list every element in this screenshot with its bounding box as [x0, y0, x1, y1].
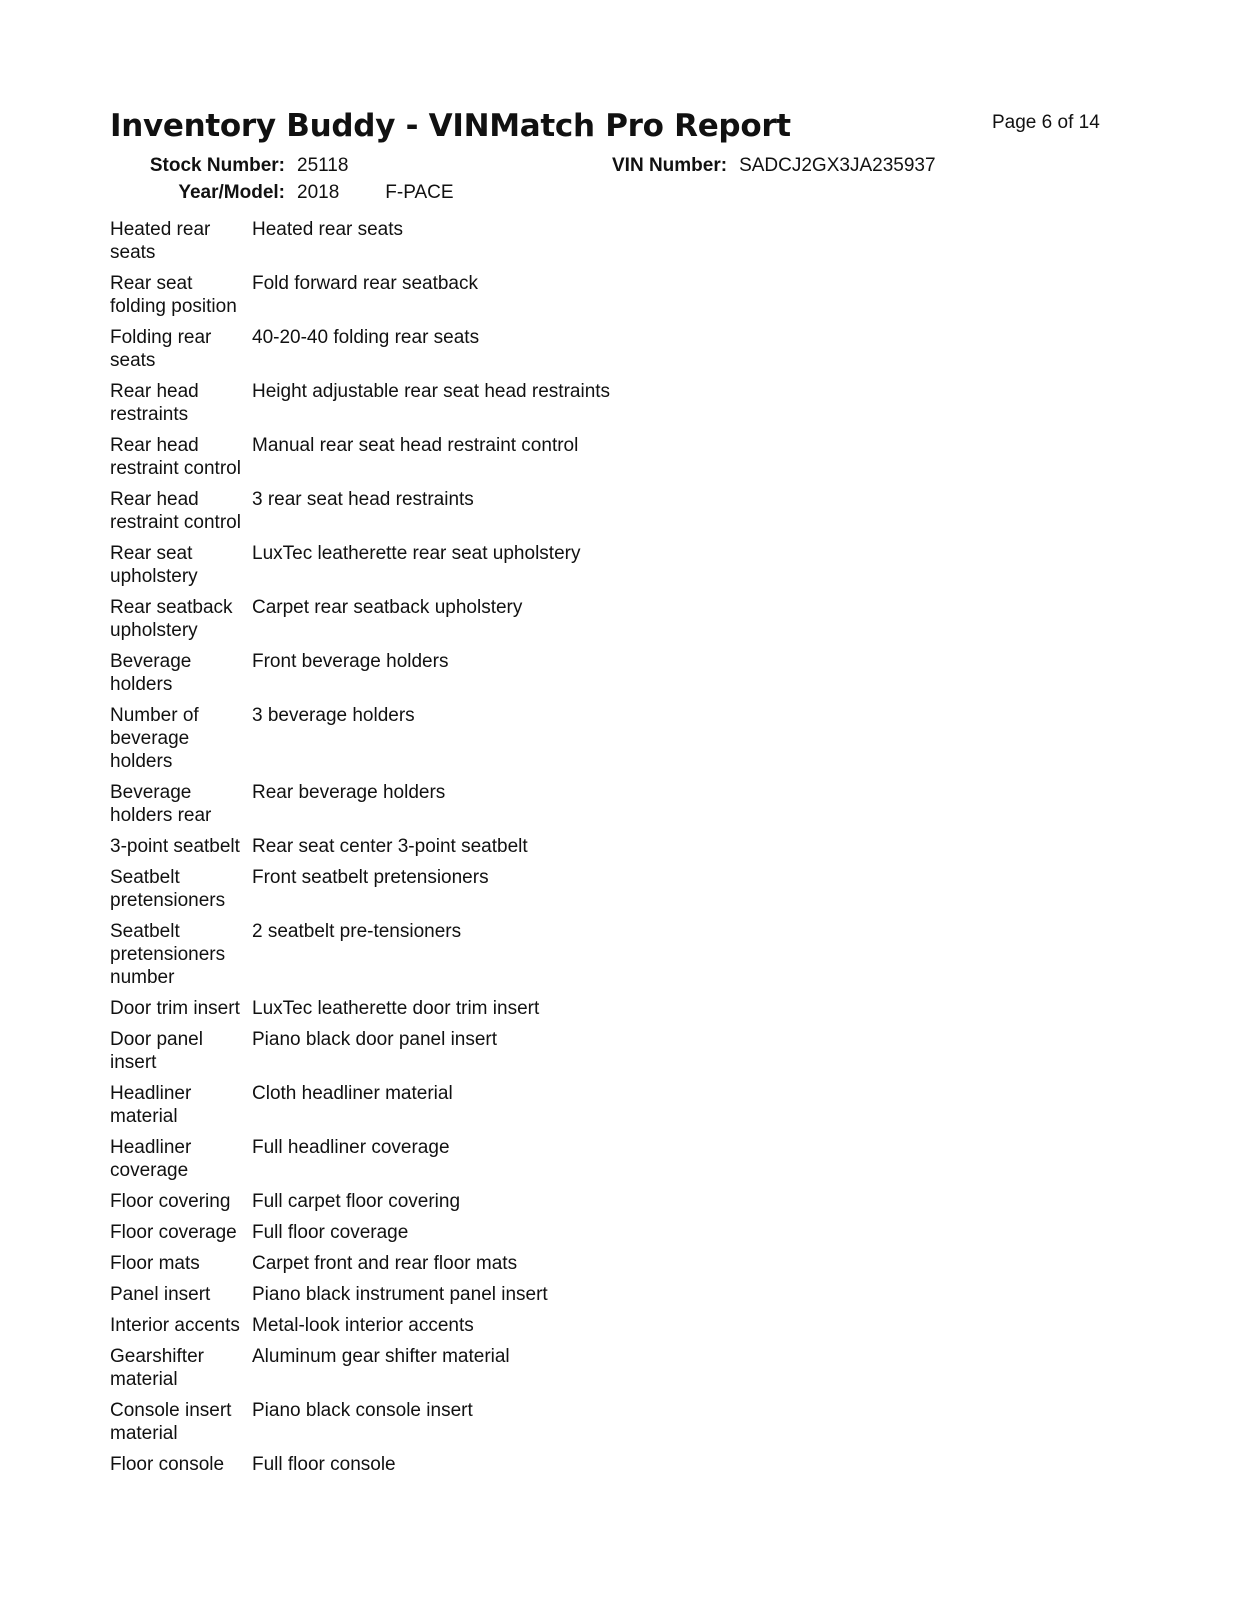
feature-row — [110, 380, 870, 434]
stock-number-value: 25118 — [297, 155, 349, 176]
feature-name: Rear head restraint control — [110, 435, 241, 479]
feature-value: Fold forward rear seatback — [252, 273, 478, 294]
feature-name: Rear head restraints — [110, 381, 199, 425]
feature-value: Full floor coverage — [252, 1222, 409, 1243]
feature-row — [110, 1453, 870, 1484]
feature-row — [110, 1190, 870, 1221]
feature-row — [110, 542, 870, 596]
feature-name: Headliner material — [110, 1083, 192, 1127]
feature-row — [110, 1399, 870, 1453]
feature-value: LuxTec leatherette door trim insert — [252, 998, 540, 1019]
feature-row — [110, 272, 870, 326]
feature-name: Panel insert — [110, 1284, 211, 1305]
feature-row — [110, 1283, 870, 1314]
feature-value: 3 rear seat head restraints — [252, 489, 474, 510]
feature-name: Beverage holders — [110, 651, 192, 695]
feature-row — [110, 920, 870, 997]
feature-value: Full headliner coverage — [252, 1137, 450, 1158]
feature-row — [110, 1252, 870, 1283]
feature-value: Cloth headliner material — [252, 1083, 453, 1104]
feature-name: Floor mats — [110, 1253, 200, 1274]
feature-value: Rear seat center 3-point seatbelt — [252, 836, 528, 857]
feature-row — [110, 1221, 870, 1252]
stock-number-label: Stock Number: — [149, 155, 285, 176]
feature-row — [110, 835, 870, 866]
feature-value: Full carpet floor covering — [252, 1191, 461, 1212]
vin-number-row — [612, 155, 936, 177]
feature-name: Headliner coverage — [110, 1137, 192, 1181]
feature-value: Front seatbelt pretensioners — [252, 867, 489, 888]
model-value: F-PACE — [385, 182, 454, 203]
feature-name: Rear seat upholstery — [110, 543, 198, 587]
feature-name: Seatbelt pretensioners number — [110, 921, 226, 988]
feature-name: Floor console — [110, 1454, 225, 1475]
year-model-label: Year/Model: — [178, 182, 285, 203]
feature-name: Rear head restraint control — [110, 489, 241, 533]
feature-row — [110, 781, 870, 835]
page-number: Page 6 of 14 — [992, 112, 1100, 133]
feature-row — [110, 1314, 870, 1345]
stock-number-row — [110, 155, 348, 177]
feature-row — [110, 1028, 870, 1082]
features-table — [110, 218, 870, 1484]
feature-row — [110, 650, 870, 704]
feature-name: Floor covering — [110, 1191, 231, 1212]
feature-value: 40-20-40 folding rear seats — [252, 327, 480, 348]
feature-name: Floor coverage — [110, 1222, 237, 1243]
feature-value: 3 beverage holders — [252, 705, 415, 726]
feature-value: Rear beverage holders — [252, 782, 446, 803]
feature-row — [110, 1136, 870, 1190]
feature-row — [110, 326, 870, 380]
feature-value: Manual rear seat head restraint control — [252, 435, 579, 456]
feature-value: 2 seatbelt pre-tensioners — [252, 921, 462, 942]
feature-name: Folding rear seats — [110, 327, 212, 371]
feature-row — [110, 596, 870, 650]
feature-row — [110, 488, 870, 542]
feature-name: Gearshifter material — [110, 1346, 204, 1390]
feature-name: Seatbelt pretensioners — [110, 867, 226, 911]
feature-row — [110, 704, 870, 781]
feature-row — [110, 1082, 870, 1136]
feature-value: Height adjustable rear seat head restraints — [252, 381, 611, 402]
feature-value: Heated rear seats — [252, 219, 404, 240]
feature-row — [110, 434, 870, 488]
feature-value: Aluminum gear shifter material — [252, 1346, 510, 1367]
year-model-row — [110, 182, 454, 204]
year-value: 2018 — [297, 182, 340, 203]
feature-value: Carpet front and rear floor mats — [252, 1253, 518, 1274]
vin-number-value: SADCJ2GX3JA235937 — [739, 155, 936, 176]
feature-value: Metal-look interior accents — [252, 1315, 474, 1336]
feature-value: Full floor console — [252, 1454, 396, 1475]
feature-value: Front beverage holders — [252, 651, 449, 672]
feature-row — [110, 997, 870, 1028]
feature-name: Rear seat folding position — [110, 273, 237, 317]
feature-name: Door trim insert — [110, 998, 240, 1019]
feature-value: LuxTec leatherette rear seat upholstery — [252, 543, 581, 564]
feature-value: Piano black console insert — [252, 1400, 473, 1421]
feature-row — [110, 866, 870, 920]
vin-number-label: VIN Number: — [612, 155, 728, 176]
feature-name: Beverage holders rear — [110, 782, 212, 826]
feature-row — [110, 1345, 870, 1399]
feature-name: Rear seatback upholstery — [110, 597, 233, 641]
feature-value: Piano black door panel insert — [252, 1029, 498, 1050]
feature-row — [110, 218, 870, 272]
feature-value: Piano black instrument panel insert — [252, 1284, 548, 1305]
feature-name: 3-point seatbelt — [110, 836, 240, 857]
feature-name: Number of beverage holders — [110, 705, 199, 772]
report-title: Inventory Buddy - VINMatch Pro Report — [110, 108, 791, 144]
feature-name: Console insert material — [110, 1400, 232, 1444]
feature-name: Door panel insert — [110, 1029, 203, 1073]
feature-name: Heated rear seats — [110, 219, 211, 263]
feature-value: Carpet rear seatback upholstery — [252, 597, 523, 618]
feature-name: Interior accents — [110, 1315, 240, 1336]
